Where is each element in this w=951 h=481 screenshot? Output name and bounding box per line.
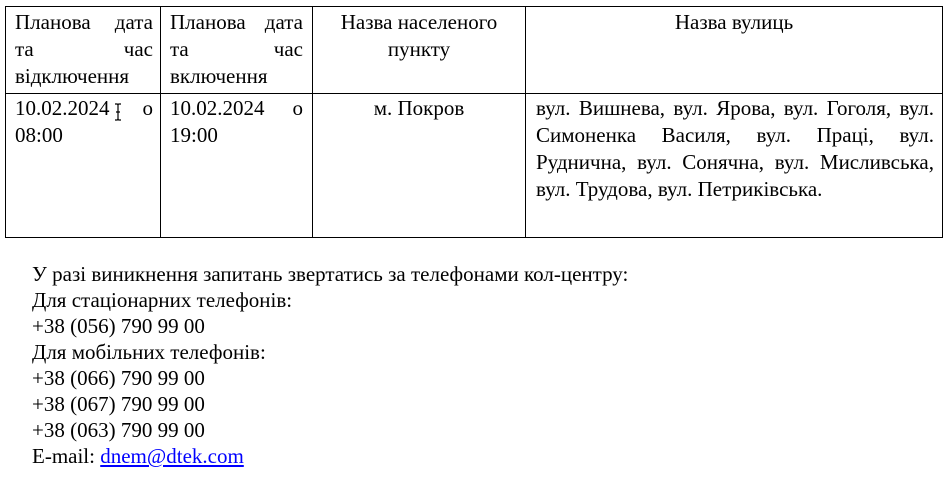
email-label: E-mail: bbox=[32, 444, 95, 468]
header-on-time: Планова дата та час включення bbox=[161, 7, 313, 94]
landline-phone: +38 (056) 790 99 00 bbox=[32, 314, 205, 338]
mobile-phone: +38 (063) 790 99 00 bbox=[32, 418, 205, 442]
outage-schedule-table bbox=[5, 6, 943, 238]
mobile-label: Для мобільних телефонів: bbox=[32, 340, 266, 364]
email-link[interactable]: dnem@dtek.com bbox=[100, 444, 244, 468]
landline-label: Для стаціонарних телефонів: bbox=[32, 288, 293, 312]
cell-streets: вул. Вишнева, вул. Ярова, вул. Гоголя, вул. Симоненка Василя, вул. Праці, вул. Руднична, вул. Сонячна, вул. Мисливська, вул. Трудова, вул. Петриківська. bbox=[526, 94, 943, 238]
email-line bbox=[32, 443, 628, 469]
table-row bbox=[6, 94, 943, 238]
header-settlement: Назва населеного пункту bbox=[313, 7, 526, 94]
contact-info bbox=[32, 261, 628, 469]
table-header-row bbox=[6, 7, 943, 94]
mobile-phone: +38 (066) 790 99 00 bbox=[32, 366, 205, 390]
header-off-time: Планова дата та час відключення bbox=[6, 7, 161, 94]
cell-settlement: м. Покров bbox=[313, 94, 526, 238]
cell-off-time: 10.02.2024 о 08:00 bbox=[6, 94, 161, 238]
contact-intro: У разі виникнення запитань звертатись за телефонами кол-центру: bbox=[32, 262, 629, 286]
header-streets: Назва вулиць bbox=[526, 7, 943, 94]
mobile-phone: +38 (067) 790 99 00 bbox=[32, 392, 205, 416]
cell-on-time: 10.02.2024 о 19:00 bbox=[161, 94, 313, 238]
